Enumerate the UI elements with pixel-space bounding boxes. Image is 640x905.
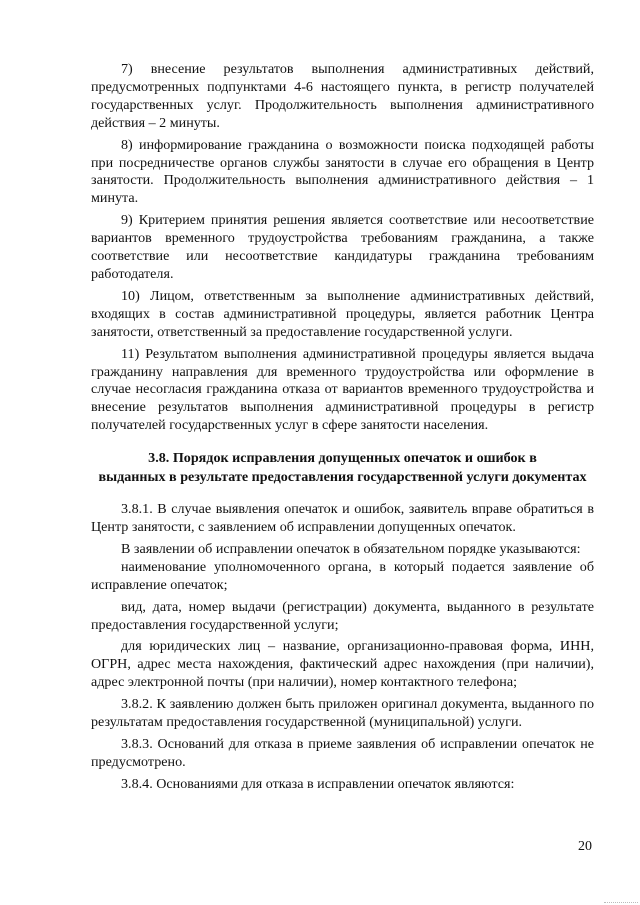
page-content: [91, 61, 594, 794]
section-heading-line2: выданных в результате предоставления государственной услуги документах: [98, 469, 587, 486]
paragraph-legal-entities: для юридических лиц – название, организационно-правовая форма, ИНН, ОГРН, адрес места нахождения, фактический адрес нахождения (при наличии), адрес электронной почты (при наличии), номер контактного телефона;: [91, 638, 594, 691]
paragraph-3-8-4: 3.8.4. Основаниями для отказа в исправлении опечаток являются:: [121, 775, 515, 792]
footer-dotted-line: [604, 902, 638, 904]
paragraph-document-details: вид, дата, номер выдачи (регистрации) документа, выданного в результате предоставления государственной услуги;: [91, 598, 594, 633]
paragraph-item-7: 7) внесение результатов выполнения административных действий, предусмотренных подпунктами 4-6 настоящего пункта, в регистр получателей государственных услуг. Продолжительность выполнения административного действия – 2 минуты.: [91, 61, 594, 131]
paragraph-item-8: 8) информирование гражданина о возможности поиска подходящей работы при посредничестве органов службы занятости в случае его обращения в Центр занятости. Продолжительность выполнения административного действия – 1 минута.: [91, 136, 594, 207]
paragraph-authority-name: наименование уполномоченного органа, в который подается заявление об исправление опечаток;: [91, 558, 594, 593]
section-heading-line1: 3.8. Порядок исправления допущенных опечаток и ошибок в: [148, 450, 537, 467]
paragraph-3-8-1: 3.8.1. В случае выявления опечаток и ошибок, заявитель вправе обратиться в Центр занятости, с заявлением об исправлении допущенных опечаток.: [91, 501, 594, 536]
section-heading: [91, 449, 594, 487]
paragraph-item-11: 11) Результатом выполнения административной процедуры является выдача гражданину направления для временного трудоустройства или оформление в случае несогласия гражданина отказа от вариантов временного трудоустройства и внесение результатов выполнения административной процедуры в регистр получателей государственных услуг в сфере занятости населения.: [91, 345, 594, 434]
paragraph-item-9: 9) Критерием принятия решения является соответствие или несоответствие вариантов временного трудоустройства требованиям гражданина, а также соответствие или несоответствие кандидатуры гражданина требованиям работодателя.: [91, 212, 594, 282]
paragraph-application-content: В заявлении об исправлении опечаток в обязательном порядке указываются:: [121, 540, 581, 557]
paragraph-3-8-3: 3.8.3. Оснований для отказа в приеме заявления об исправлении опечаток не предусмотрено.: [91, 736, 594, 770]
paragraph-3-8-2: 3.8.2. К заявлению должен быть приложен оригинал документа, выданного по результатам предоставления государственной (муниципальной) услуги.: [91, 696, 594, 731]
paragraph-item-10: 10) Лицом, ответственным за выполнение административных действий, входящих в состав административной процедуры, является работник Центра занятости, ответственный за предоставление государственной услуги.: [91, 287, 594, 340]
page-number: 20: [578, 839, 592, 854]
